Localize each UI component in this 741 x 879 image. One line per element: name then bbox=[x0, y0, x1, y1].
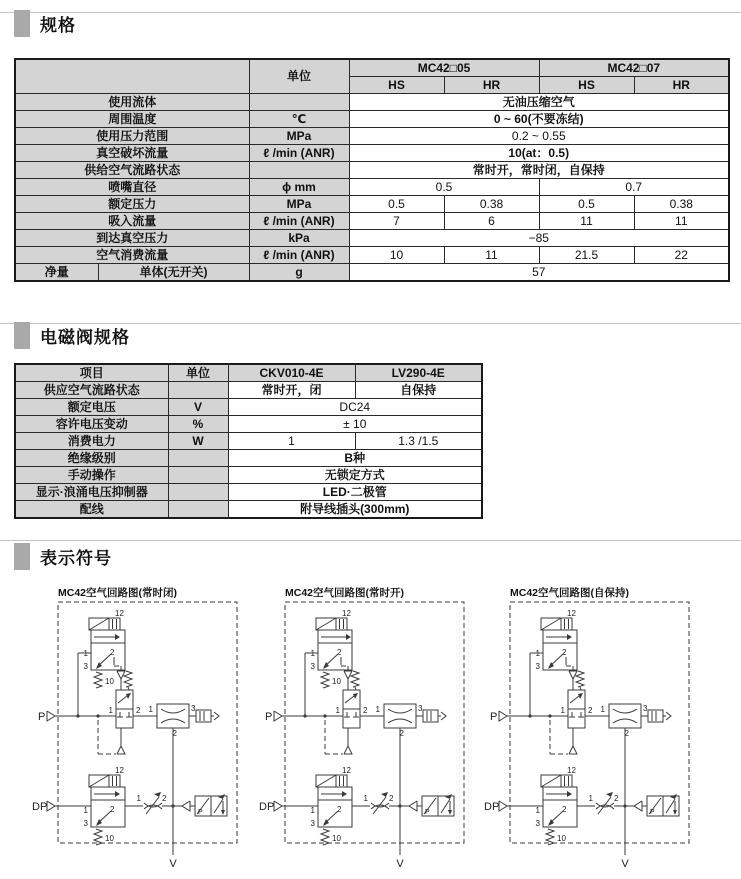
svg-text:1: 1 bbox=[335, 706, 340, 715]
table-row bbox=[15, 264, 729, 282]
header-cell: g bbox=[249, 264, 349, 282]
table-row bbox=[15, 111, 729, 128]
table-row bbox=[15, 59, 729, 77]
svg-text:2: 2 bbox=[110, 648, 115, 657]
svg-text:DP: DP bbox=[259, 801, 275, 813]
section-marker bbox=[14, 10, 30, 37]
svg-text:P: P bbox=[650, 809, 655, 816]
svg-text:2: 2 bbox=[363, 706, 368, 715]
header-cell: V bbox=[168, 399, 228, 416]
table-row bbox=[15, 162, 729, 179]
section-header-solenoid bbox=[14, 322, 130, 349]
section-header-spec bbox=[14, 10, 76, 37]
table-row bbox=[15, 382, 482, 399]
header-cell: 手动操作 bbox=[15, 467, 168, 484]
table-row bbox=[15, 94, 729, 111]
svg-text:10: 10 bbox=[105, 834, 114, 843]
svg-text:3: 3 bbox=[535, 662, 540, 671]
svg-text:2: 2 bbox=[337, 805, 342, 814]
header-cell: ℓ /min (ANR) bbox=[249, 213, 349, 230]
header-cell bbox=[168, 484, 228, 501]
svg-text:1: 1 bbox=[588, 794, 593, 803]
svg-text:1: 1 bbox=[535, 806, 540, 815]
pneumatic-circuit-svg bbox=[30, 600, 243, 872]
svg-text:2: 2 bbox=[588, 706, 593, 715]
svg-text:2: 2 bbox=[399, 729, 404, 738]
header-cell: 绝缘级别 bbox=[15, 450, 168, 467]
header-cell: HS bbox=[349, 77, 444, 94]
table-row bbox=[15, 145, 729, 162]
value-cell: 无油压缩空气 bbox=[349, 94, 729, 111]
svg-text:V: V bbox=[621, 858, 629, 870]
table-row bbox=[15, 128, 729, 145]
header-cell: ℓ /min (ANR) bbox=[249, 247, 349, 264]
value-cell: 0.2 ~ 0.55 bbox=[349, 128, 729, 145]
header-cell: 额定电压 bbox=[15, 399, 168, 416]
svg-text:12: 12 bbox=[115, 609, 124, 618]
value-cell: 1.3 /1.5 bbox=[355, 433, 482, 450]
svg-text:1: 1 bbox=[83, 649, 88, 658]
svg-text:2: 2 bbox=[337, 648, 342, 657]
header-cell: 单位 bbox=[168, 364, 228, 382]
value-cell: 0 ~ 60(不要冻结) bbox=[349, 111, 729, 128]
svg-text:DP: DP bbox=[484, 801, 500, 813]
header-cell: 额定压力 bbox=[15, 196, 249, 213]
table-row bbox=[15, 179, 729, 196]
header-cell: HR bbox=[634, 77, 729, 94]
svg-text:1: 1 bbox=[535, 649, 540, 658]
svg-text:P: P bbox=[38, 711, 46, 723]
circuit-diagram-nc bbox=[30, 585, 243, 875]
svg-text:2: 2 bbox=[624, 729, 629, 738]
header-cell bbox=[249, 162, 349, 179]
table-row bbox=[15, 501, 482, 519]
header-cell: LV290-4E bbox=[355, 364, 482, 382]
value-cell: 自保持 bbox=[355, 382, 482, 399]
header-cell: 净量 bbox=[15, 264, 98, 282]
spec-table-container bbox=[14, 58, 730, 282]
svg-text:1: 1 bbox=[363, 794, 368, 803]
header-cell: MC42□05 bbox=[349, 59, 539, 77]
header-cell: 供应空气流路状态 bbox=[15, 382, 168, 399]
header-cell bbox=[168, 467, 228, 484]
svg-text:1: 1 bbox=[108, 706, 113, 715]
value-cell: 57 bbox=[349, 264, 729, 282]
header-cell bbox=[15, 59, 249, 94]
svg-text:V: V bbox=[396, 858, 404, 870]
header-cell bbox=[168, 382, 228, 399]
value-cell: −85 bbox=[349, 230, 729, 247]
header-cell: 容许电压变动 bbox=[15, 416, 168, 433]
svg-text:1: 1 bbox=[83, 806, 88, 815]
svg-text:2: 2 bbox=[614, 794, 619, 803]
svg-text:P: P bbox=[265, 711, 273, 723]
value-cell: 21.5 bbox=[539, 247, 634, 264]
section-divider bbox=[0, 12, 741, 13]
svg-text:10: 10 bbox=[105, 677, 114, 686]
header-cell: kPa bbox=[249, 230, 349, 247]
table-row bbox=[15, 230, 729, 247]
svg-text:1: 1 bbox=[148, 705, 153, 714]
svg-text:1: 1 bbox=[310, 806, 315, 815]
svg-text:3: 3 bbox=[643, 704, 648, 713]
value-cell: 常时开，闭 bbox=[228, 382, 355, 399]
circuit-diagram-latch bbox=[482, 585, 695, 875]
header-cell: ℓ /min (ANR) bbox=[249, 145, 349, 162]
svg-text:2: 2 bbox=[110, 805, 115, 814]
svg-text:3: 3 bbox=[418, 704, 423, 713]
value-cell: 11 bbox=[539, 213, 634, 230]
spec-table bbox=[14, 58, 730, 282]
svg-text:12: 12 bbox=[567, 609, 576, 618]
value-cell: 常时开，常时闭，自保持 bbox=[349, 162, 729, 179]
table-row bbox=[15, 433, 482, 450]
svg-text:2: 2 bbox=[172, 729, 177, 738]
svg-text:12: 12 bbox=[567, 766, 576, 775]
value-cell: 0.5 bbox=[349, 179, 539, 196]
header-cell: 显示·浪涌电压抑制器 bbox=[15, 484, 168, 501]
table-row bbox=[15, 364, 482, 382]
header-cell: ϕ mm bbox=[249, 179, 349, 196]
value-cell: LED·二极管 bbox=[228, 484, 482, 501]
table-row bbox=[15, 213, 729, 230]
svg-text:10: 10 bbox=[557, 834, 566, 843]
header-cell: W bbox=[168, 433, 228, 450]
svg-text:P: P bbox=[425, 809, 430, 816]
header-cell: MPa bbox=[249, 196, 349, 213]
svg-text:V: V bbox=[169, 858, 177, 870]
svg-text:3: 3 bbox=[310, 662, 315, 671]
table-row bbox=[15, 399, 482, 416]
value-cell: 6 bbox=[444, 213, 539, 230]
value-cell: 0.38 bbox=[634, 196, 729, 213]
table-row bbox=[15, 467, 482, 484]
svg-text:10: 10 bbox=[332, 834, 341, 843]
header-cell: 单位 bbox=[249, 59, 349, 94]
header-cell: 使用压力范围 bbox=[15, 128, 249, 145]
svg-text:12: 12 bbox=[115, 766, 124, 775]
svg-text:2: 2 bbox=[136, 706, 141, 715]
value-cell: 0.38 bbox=[444, 196, 539, 213]
header-cell: HR bbox=[444, 77, 539, 94]
header-cell: MPa bbox=[249, 128, 349, 145]
value-cell: 10(at：0.5) bbox=[349, 145, 729, 162]
svg-text:3: 3 bbox=[191, 704, 196, 713]
svg-text:2: 2 bbox=[562, 805, 567, 814]
section-header-symbols bbox=[14, 543, 112, 570]
svg-text:1: 1 bbox=[375, 705, 380, 714]
header-cell: CKV010-4E bbox=[228, 364, 355, 382]
value-cell: 10 bbox=[349, 247, 444, 264]
header-cell: 到达真空压力 bbox=[15, 230, 249, 247]
svg-text:10: 10 bbox=[332, 677, 341, 686]
header-cell: ℃ bbox=[249, 111, 349, 128]
svg-text:3: 3 bbox=[83, 662, 88, 671]
diagram-title: MC42空气回路图(常时开) bbox=[285, 587, 405, 599]
svg-text:1: 1 bbox=[136, 794, 141, 803]
header-cell: 使用流体 bbox=[15, 94, 249, 111]
section-divider bbox=[0, 540, 741, 541]
svg-text:3: 3 bbox=[310, 819, 315, 828]
circuit-diagram-no bbox=[257, 585, 470, 875]
diagram-title: MC42空气回路图(自保持) bbox=[510, 587, 630, 599]
value-cell: ± 10 bbox=[228, 416, 482, 433]
header-cell: % bbox=[168, 416, 228, 433]
header-cell bbox=[168, 450, 228, 467]
svg-text:2: 2 bbox=[162, 794, 167, 803]
table-row bbox=[15, 196, 729, 213]
value-cell: 0.5 bbox=[539, 196, 634, 213]
header-cell: 空气消费流量 bbox=[15, 247, 249, 264]
svg-text:12: 12 bbox=[342, 609, 351, 618]
value-cell: 11 bbox=[444, 247, 539, 264]
section-title-solenoid: 电磁阀规格 bbox=[40, 328, 130, 347]
svg-text:P: P bbox=[490, 711, 498, 723]
value-cell: B种 bbox=[228, 450, 482, 467]
header-cell: 项目 bbox=[15, 364, 168, 382]
value-cell: 22 bbox=[634, 247, 729, 264]
header-cell: 配线 bbox=[15, 501, 168, 519]
header-cell: 吸入流量 bbox=[15, 213, 249, 230]
header-cell bbox=[249, 94, 349, 111]
header-cell: HS bbox=[539, 77, 634, 94]
value-cell: 7 bbox=[349, 213, 444, 230]
svg-text:12: 12 bbox=[342, 766, 351, 775]
pneumatic-circuit-svg bbox=[257, 600, 470, 872]
solenoid-table bbox=[14, 363, 483, 519]
section-marker bbox=[14, 543, 30, 570]
table-row bbox=[15, 416, 482, 433]
section-marker bbox=[14, 322, 30, 349]
header-cell: 单体(无开关) bbox=[98, 264, 249, 282]
header-cell: MC42□07 bbox=[539, 59, 729, 77]
value-cell: 0.5 bbox=[349, 196, 444, 213]
header-cell: 喷嘴直径 bbox=[15, 179, 249, 196]
section-title-symbols: 表示符号 bbox=[40, 549, 112, 568]
svg-text:3: 3 bbox=[83, 819, 88, 828]
header-cell: 供给空气流路状态 bbox=[15, 162, 249, 179]
svg-text:P: P bbox=[198, 809, 203, 816]
solenoid-table-container bbox=[14, 363, 483, 519]
svg-text:2: 2 bbox=[389, 794, 394, 803]
svg-text:2: 2 bbox=[562, 648, 567, 657]
value-cell: 1 bbox=[228, 433, 355, 450]
section-title-spec: 规格 bbox=[40, 16, 76, 35]
svg-text:1: 1 bbox=[600, 705, 605, 714]
table-row bbox=[15, 484, 482, 501]
pneumatic-circuit-svg bbox=[482, 600, 695, 872]
header-cell: 真空破坏流量 bbox=[15, 145, 249, 162]
diagram-title: MC42空气回路图(常时闭) bbox=[58, 587, 178, 599]
table-row bbox=[15, 450, 482, 467]
header-cell bbox=[168, 501, 228, 519]
table-row bbox=[15, 247, 729, 264]
value-cell: 0.7 bbox=[539, 179, 729, 196]
header-cell: 周围温度 bbox=[15, 111, 249, 128]
svg-text:1: 1 bbox=[560, 706, 565, 715]
svg-text:1: 1 bbox=[310, 649, 315, 658]
value-cell: DC24 bbox=[228, 399, 482, 416]
value-cell: 无锁定方式 bbox=[228, 467, 482, 484]
value-cell: 11 bbox=[634, 213, 729, 230]
svg-text:DP: DP bbox=[32, 801, 48, 813]
svg-text:3: 3 bbox=[535, 819, 540, 828]
value-cell: 附导线插头(300mm) bbox=[228, 501, 482, 519]
header-cell: 消费电力 bbox=[15, 433, 168, 450]
